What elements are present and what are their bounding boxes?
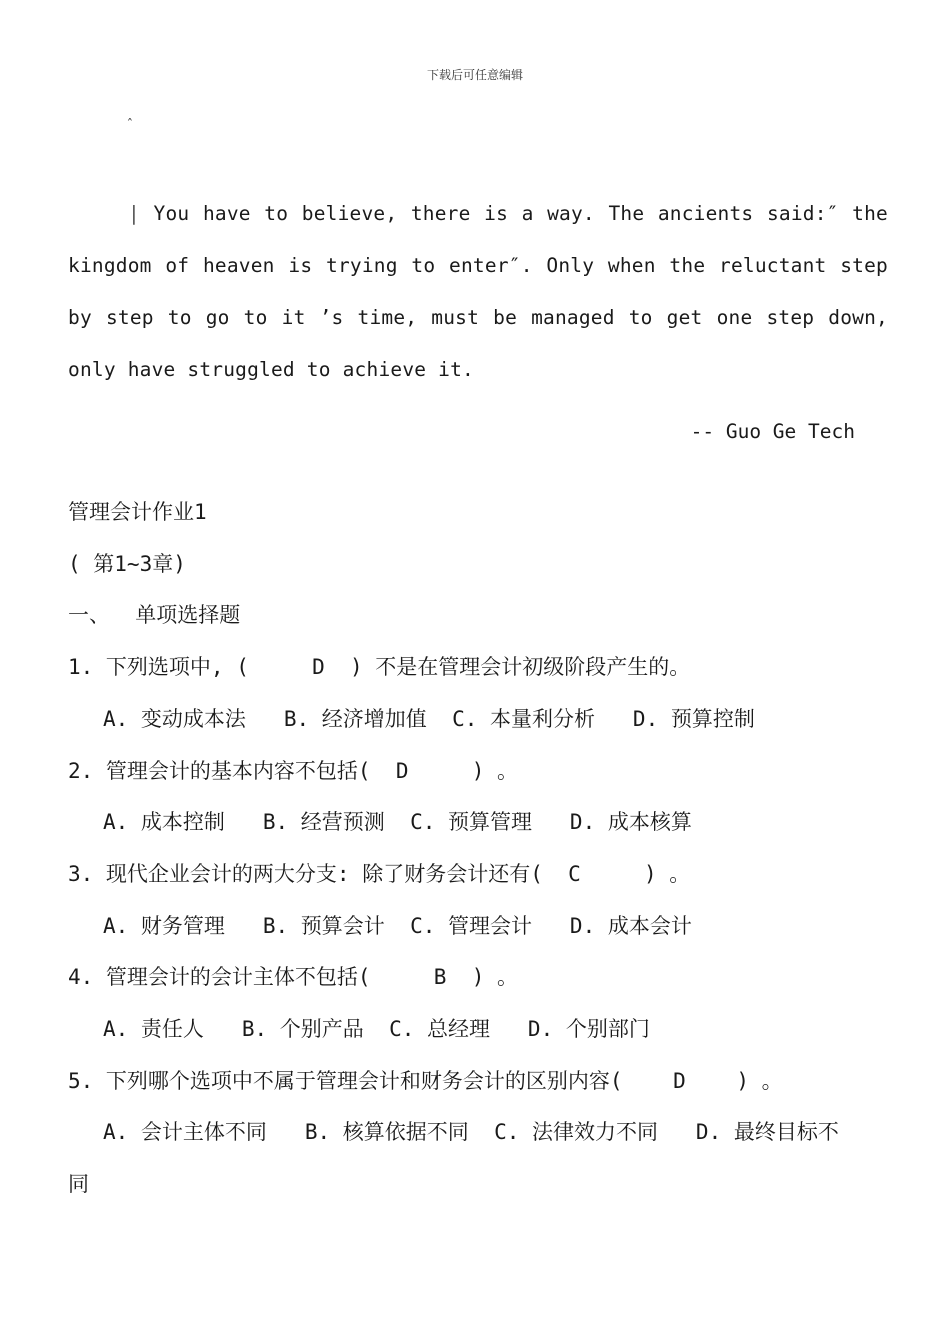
caret-mark: ˆ [126,118,134,133]
question-4-options: A. 责任人 B. 个别产品 C. 总经理 D. 个别部门 [103,1017,650,1041]
question-2-stem: 2. 管理会计的基本内容不包括( D ) 。 [68,759,519,783]
document-title: 管理会计作业1 [68,500,207,524]
question-5-options: A. 会计主体不同 B. 核算依据不同 C. 法律效力不同 D. 最终目标不 [103,1120,839,1144]
quote-text: You have to believe, there is a way. The ancients said:″ the kingdom of heaven is trying to enter″. Only when the reluctant step by step to go to it ’s time, must be managed to get one step down, only have struggled to achieve it. [68,202,888,381]
question-1-stem: 1. 下列选项中, ( D ) 不是在管理会计初级阶段产生的。 [68,655,691,679]
question-4-stem: 4. 管理会计的会计主体不包括( B ) 。 [68,965,519,989]
section-heading: 一、 单项选择题 [68,603,241,627]
chapter-range: ( 第1~3章) [68,552,186,576]
quote-bar: | [128,202,140,225]
question-1-options: A. 变动成本法 B. 经济增加值 C. 本量利分析 D. 预算控制 [103,707,755,731]
question-3-stem: 3. 现代企业会计的两大分支: 除了财务会计还有( C ) 。 [68,862,691,886]
header-note: 下载后可任意编辑 [426,68,523,82]
quote-paragraph [68,188,888,396]
question-5-options-continued: 同 [68,1172,89,1196]
question-2-options: A. 成本控制 B. 经营预测 C. 预算管理 D. 成本核算 [103,810,692,834]
question-5-stem: 5. 下列哪个选项中不属于管理会计和财务会计的区别内容( D ) 。 [68,1069,783,1093]
question-3-options: A. 财务管理 B. 预算会计 C. 管理会计 D. 成本会计 [103,914,692,938]
quote-attribution: -- Guo Ge Tech [690,420,855,443]
